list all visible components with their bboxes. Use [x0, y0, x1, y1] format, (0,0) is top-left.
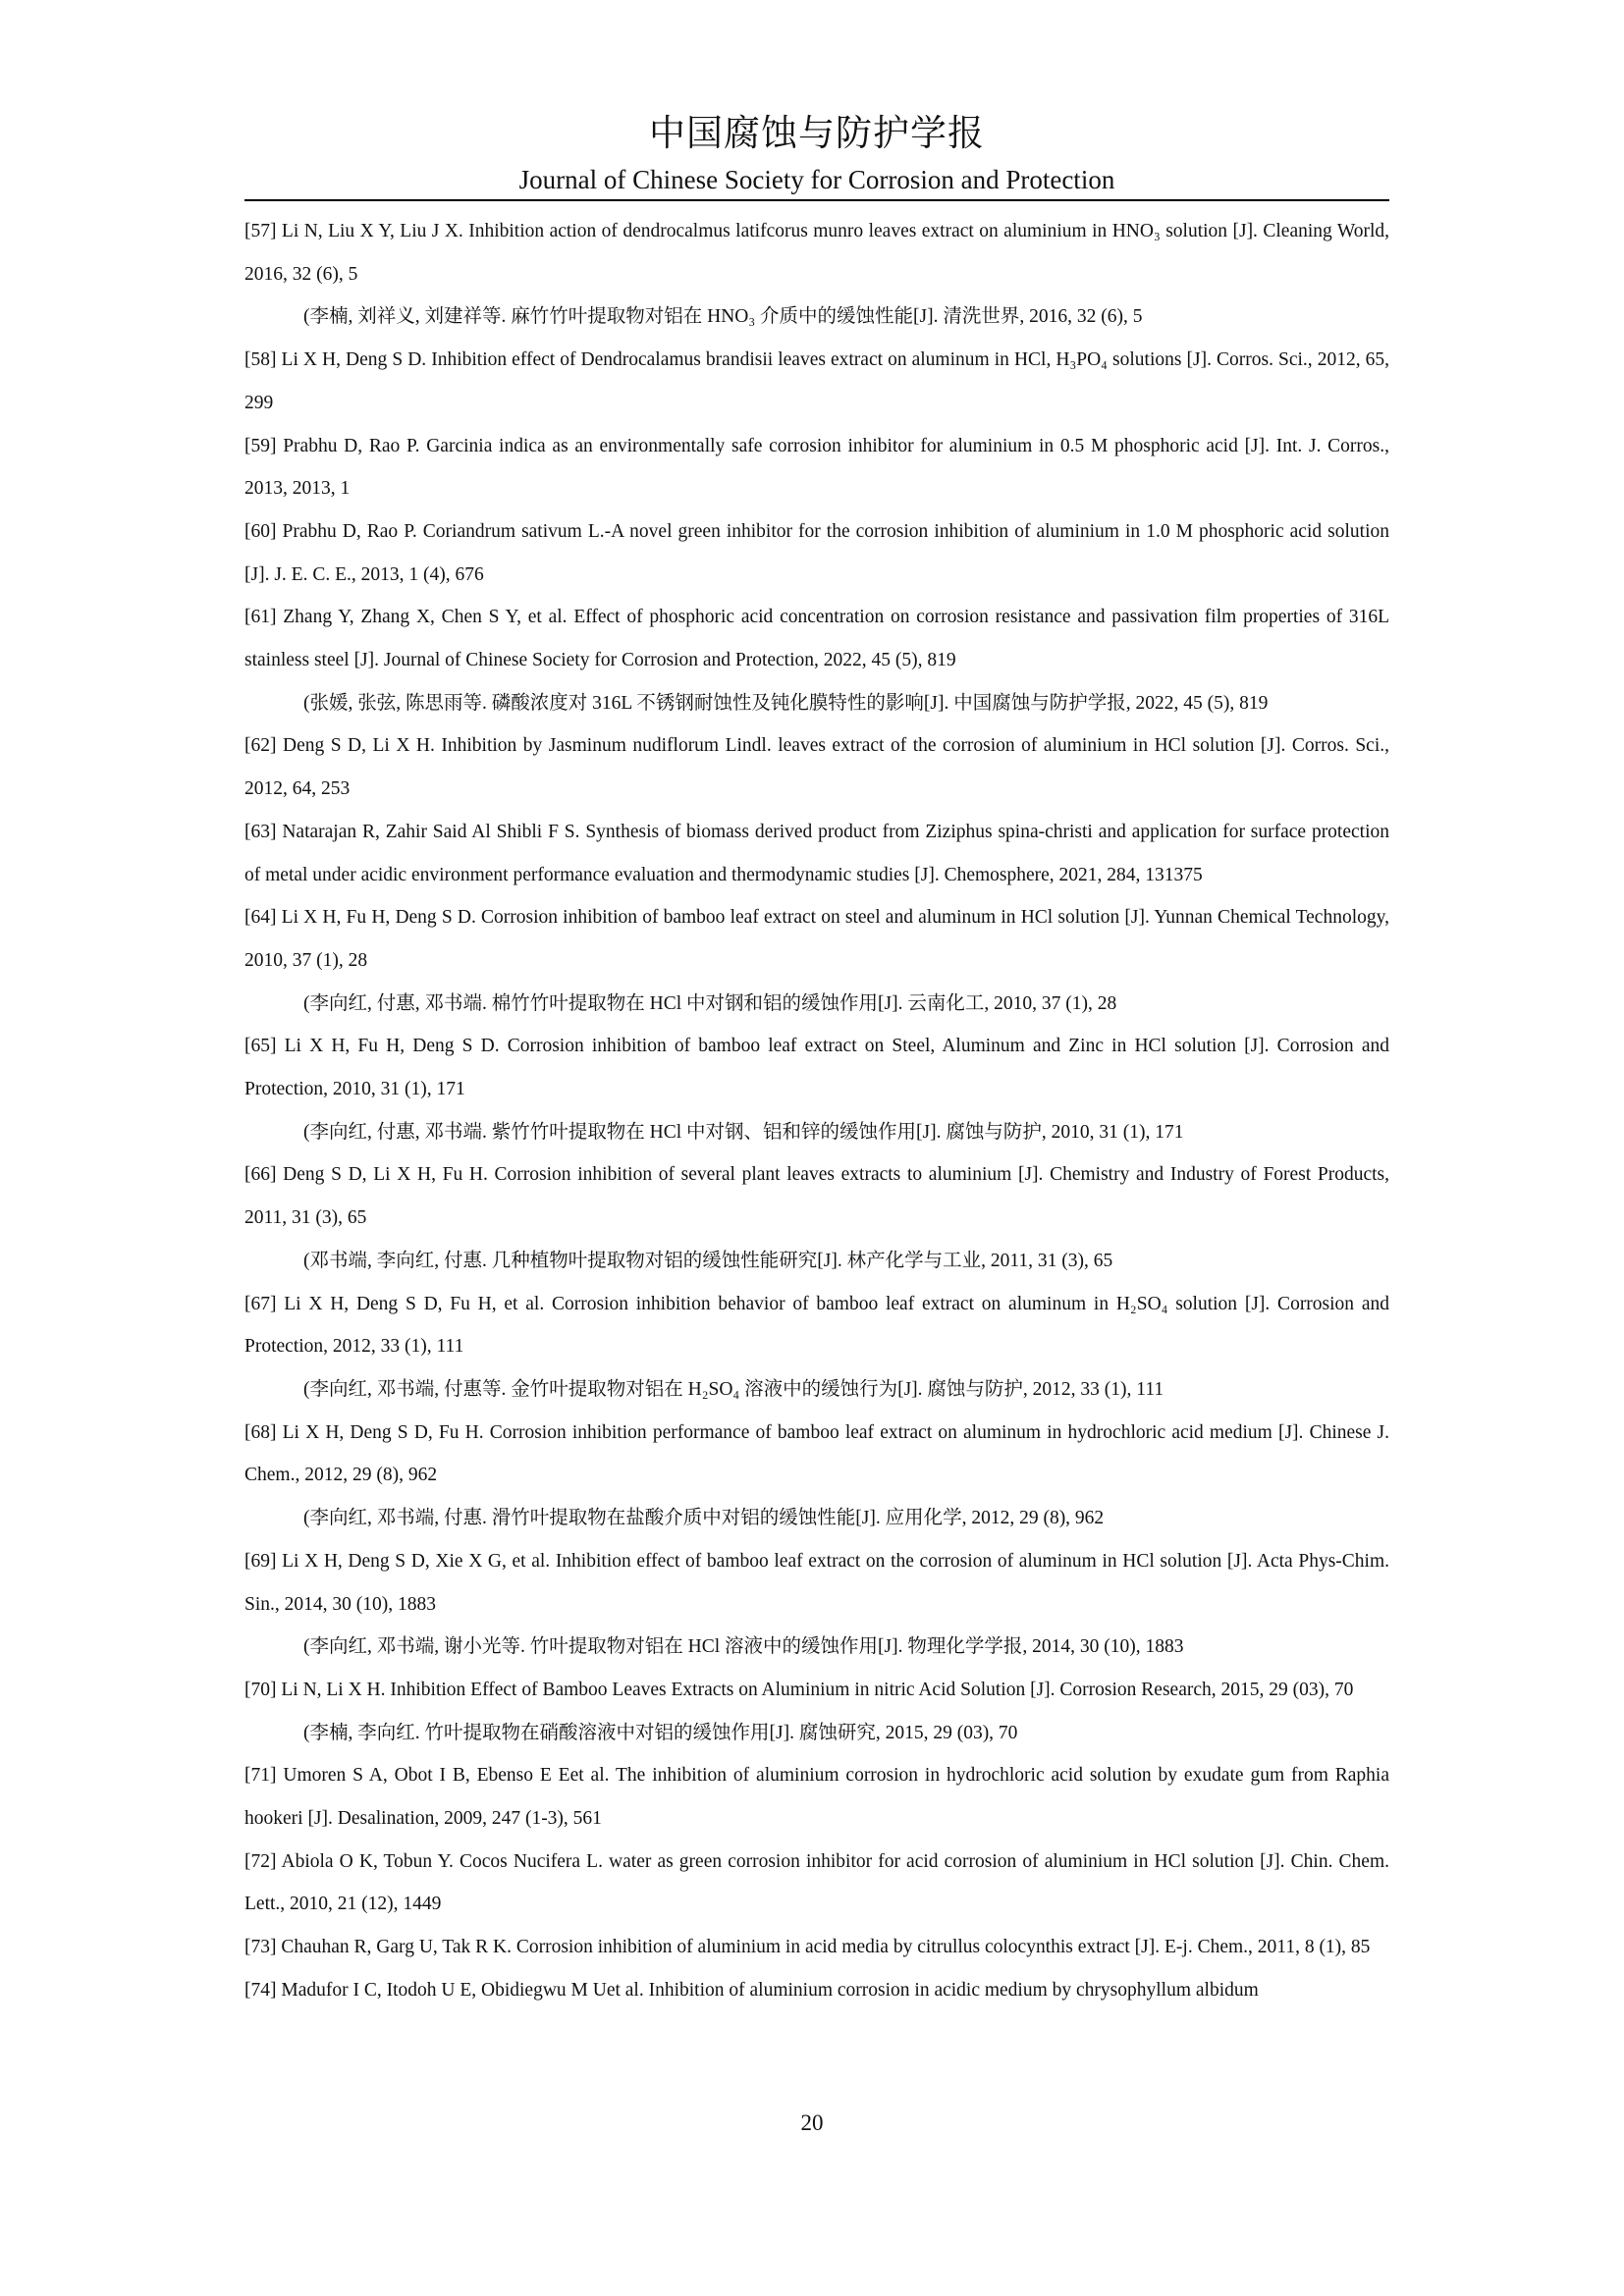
reference-entry: [65] Li X H, Fu H, Deng S D. Corrosion inhibition of bamboo leaf extract on Steel, Aluminum and Zinc in HCl solution [J]. Corrosion and Protection, 2010, 31 (1), 171: [244, 1036, 1389, 1100]
reference-translation: (李向红, 付惠, 邓书端. 紫竹竹叶提取物在 HCl 中对钢、铝和锌的缓蚀作用[J]. 腐蚀与防护, 2010, 31 (1), 171: [303, 1121, 1184, 1143]
reference-entry: [69] Li X H, Deng S D, Xie X G, et al. Inhibition effect of bamboo leaf extract on the corrosion of aluminum in HCl solution [J]. Acta Phys-Chim. Sin., 2014, 30 (10), 1883: [244, 1550, 1389, 1615]
reference-entry: [60] Prabhu D, Rao P. Coriandrum sativum L.-A novel green inhibitor for the corrosion inhibition of aluminium in 1.0 M phosphoric acid solution [J]. J. E. C. E., 2013, 1 (4), 676: [244, 520, 1389, 585]
reference-entry: [59] Prabhu D, Rao P. Garcinia indica as an environmentally safe corrosion inhibitor for aluminium in 0.5 M phosphoric acid [J]. Int. J. Corros., 2013, 2013, 1: [244, 435, 1389, 500]
reference-translation: (李向红, 邓书端, 付惠等. 金竹叶提取物对铝在 H₂SO₄ 溶液中的缓蚀行为[J]. 腐蚀与防护, 2012, 33 (1), 111: [303, 1378, 1164, 1400]
reference-entry: [57] Li N, Liu X Y, Liu J X. Inhibition action of dendrocalmus latifcorus munro leaves extract on aluminium in HNO₃ solution [J]. Cleaning World, 2016, 32 (6), 5: [244, 221, 1389, 285]
reference-entry: [61] Zhang Y, Zhang X, Chen S Y, et al. Effect of phosphoric acid concentration on corrosion resistance and passivation film properties of 316L stainless steel [J]. Journal of Chinese Society for Corrosion and Protection, 2022, 45 (5), 819: [244, 607, 1389, 671]
reference-entry: [72] Abiola O K, Tobun Y. Cocos Nucifera L. water as green corrosion inhibitor for acid corrosion of aluminium in HCl solution [J]. Chin. Chem. Lett., 2010, 21 (12), 1449: [244, 1850, 1389, 1915]
reference-entry: [58] Li X H, Deng S D. Inhibition effect of Dendrocalamus brandisii leaves extract on aluminum in HCl, H₃PO₄ solutions [J]. Corros. Sci., 2012, 65, 299: [244, 349, 1389, 413]
reference-entry: [70] Li N, Li X H. Inhibition Effect of Bamboo Leaves Extracts on Aluminium in nitric Acid Solution [J]. Corrosion Research, 2015, 29 (03), 70: [244, 1679, 1354, 1700]
reference-entry: [71] Umoren S A, Obot I B, Ebenso E Eet al. The inhibition of aluminium corrosion in hydrochloric acid solution by exudate gum from Raphia hookeri [J]. Desalination, 2009, 247 (1-3), 561: [244, 1765, 1389, 1830]
reference-translation: (张媛, 张弦, 陈思雨等. 磷酸浓度对 316L 不锈钢耐蚀性及钝化膜特性的影响[J]. 中国腐蚀与防护学报, 2022, 45 (5), 819: [303, 692, 1269, 714]
reference-entry: [67] Li X H, Deng S D, Fu H, et al. Corrosion inhibition behavior of bamboo leaf extract on aluminum in H₂SO₄ solution [J]. Corrosion and Protection, 2012, 33 (1), 111: [244, 1293, 1389, 1358]
reference-entry: [66] Deng S D, Li X H, Fu H. Corrosion inhibition of several plant leaves extracts to aluminium [J]. Chemistry and Industry of Forest Products, 2011, 31 (3), 65: [244, 1164, 1389, 1229]
reference-list: [244, 210, 1389, 2012]
header-rule: [244, 199, 1389, 201]
reference-translation: (李向红, 付惠, 邓书端. 棉竹竹叶提取物在 HCl 中对钢和铝的缓蚀作用[J]. 云南化工, 2010, 37 (1), 28: [303, 992, 1117, 1014]
journal-header: [244, 110, 1389, 196]
reference-entry: [68] Li X H, Deng S D, Fu H. Corrosion inhibition performance of bamboo leaf extract on aluminum in hydrochloric acid medium [J]. Chinese J. Chem., 2012, 29 (8), 962: [244, 1421, 1389, 1486]
reference-entry: [64] Li X H, Fu H, Deng S D. Corrosion inhibition of bamboo leaf extract on steel and aluminum in HCl solution [J]. Yunnan Chemical Technology, 2010, 37 (1), 28: [244, 907, 1389, 971]
journal-title-en: Journal of Chinese Society for Corrosion and Protection: [518, 165, 1115, 194]
reference-entry: [62] Deng S D, Li X H. Inhibition by Jasminum nudiflorum Lindl. leaves extract of the corrosion of aluminium in HCl solution [J]. Corros. Sci., 2012, 64, 253: [244, 735, 1389, 800]
reference-entry: [73] Chauhan R, Garg U, Tak R K. Corrosion inhibition of aluminium in acid media by citrullus colocynthis extract [J]. E-j. Chem., 2011, 8 (1), 85: [244, 1937, 1371, 1958]
reference-translation: (李向红, 邓书端, 谢小光等. 竹叶提取物对铝在 HCl 溶液中的缓蚀作用[J]. 物理化学学报, 2014, 30 (10), 1883: [303, 1636, 1184, 1658]
reference-translation: (李楠, 刘祥义, 刘建祥等. 麻竹竹叶提取物对铝在 HNO₃ 介质中的缓蚀性能[J]. 清洗世界, 2016, 32 (6), 5: [303, 306, 1143, 328]
journal-title-cn: 中国腐蚀与防护学报: [649, 112, 985, 154]
reference-translation: (李向红, 邓书端, 付惠. 滑竹叶提取物在盐酸介质中对铝的缓蚀性能[J]. 应用化学, 2012, 29 (8), 962: [303, 1508, 1105, 1529]
reference-translation: (李楠, 李向红. 竹叶提取物在硝酸溶液中对铝的缓蚀作用[J]. 腐蚀研究, 2015, 29 (03), 70: [303, 1722, 1018, 1743]
reference-translation: (邓书端, 李向红, 付惠. 几种植物叶提取物对铝的缓蚀性能研究[J]. 林产化学与工业, 2011, 31 (3), 65: [303, 1250, 1113, 1271]
reference-entry: [63] Natarajan R, Zahir Said Al Shibli F S. Synthesis of biomass derived product from Ziziphus spina-christi and application for surface protection of metal under acidic environment performance evaluation and thermodynamic studies [J]. Chemosphere, 2021, 284, 131375: [244, 821, 1389, 885]
page-number: 20: [800, 2110, 824, 2135]
reference-entry: [74] Madufor I C, Itodoh U E, Obidiegwu M Uet al. Inhibition of aluminium corrosion in acidic medium by chrysophyllum albidum: [244, 1979, 1259, 2001]
